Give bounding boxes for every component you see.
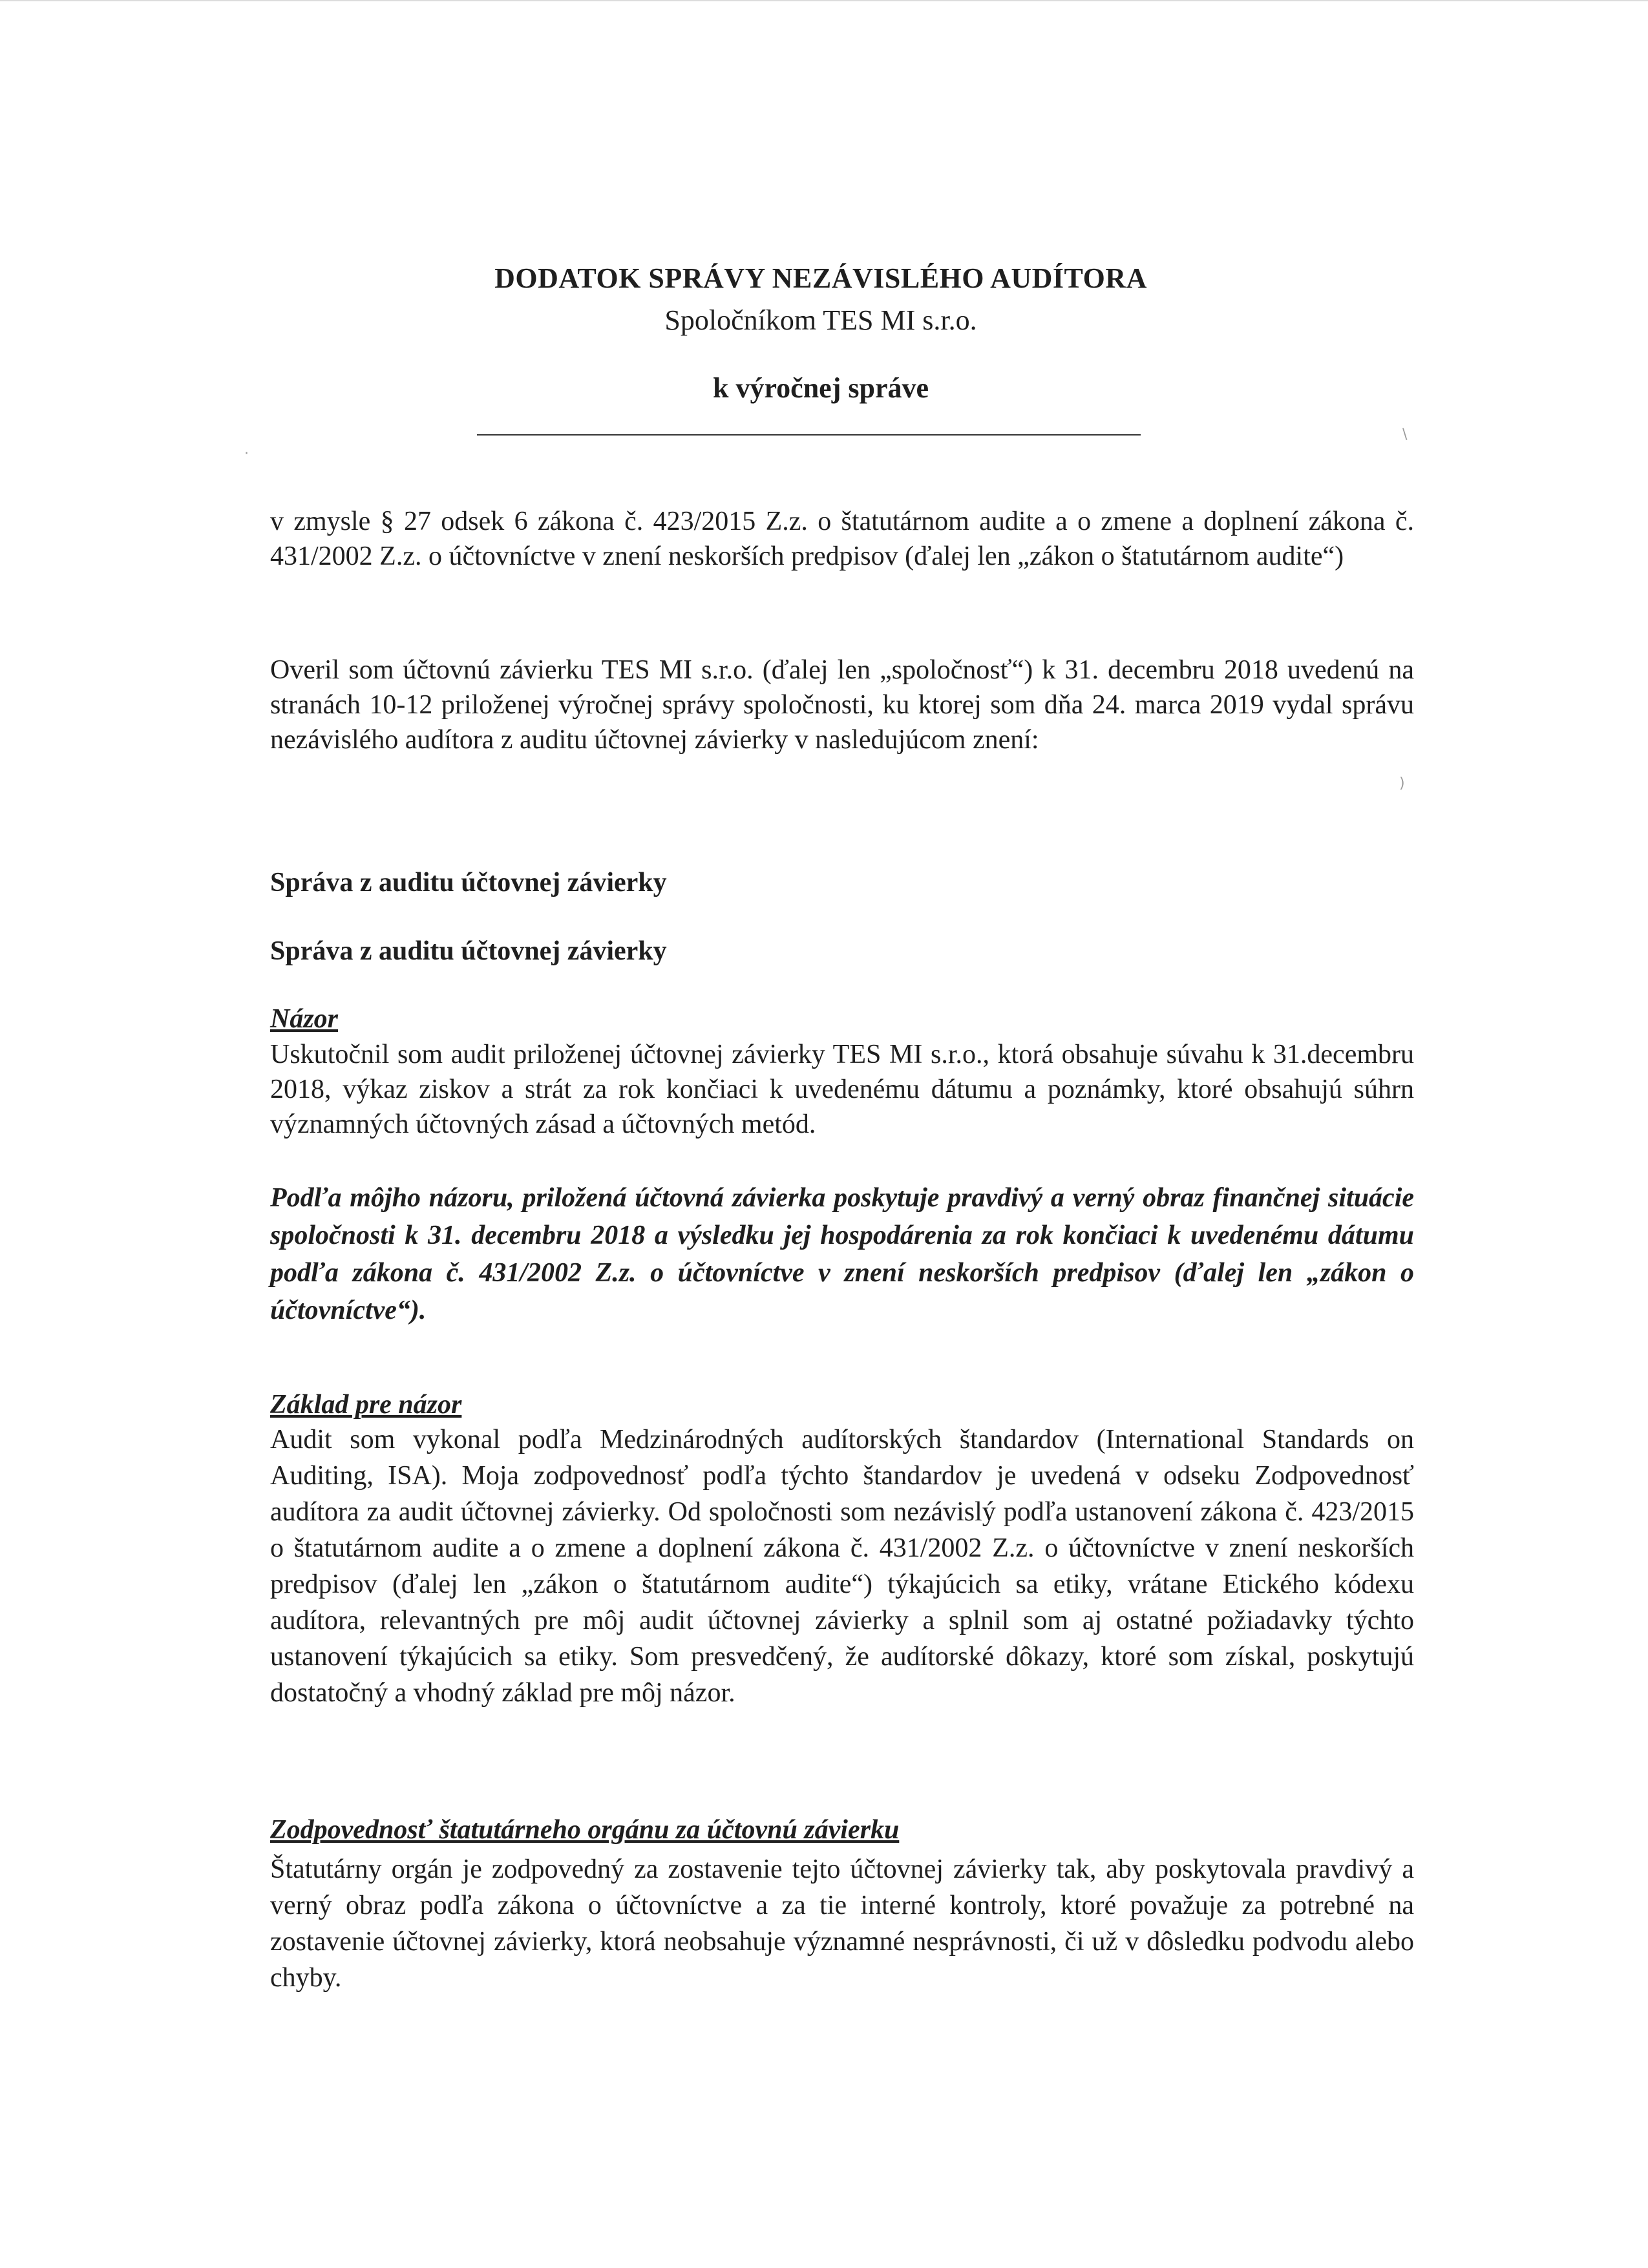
responsibility-paragraph: Štatutárny orgán je zodpovedný za zostavenie tejto účtovnej závierky tak, aby poskytovala pravdivý a verný obraz podľa zákona o účtovníctve a za tie interné kontroly, ktoré považuje za potrebné na zostavenie účtovnej závierky, ktorá neobsahuje významné nesprávnosti, či už v dôsledku podvodu alebo chyby. <box>270 1854 1414 1993</box>
basis-heading: Základ pre názor <box>270 1390 462 1420</box>
legal-basis-paragraph: v zmysle § 27 odsek 6 zákona č. 423/2015 Z.z. o štatutárnom audite a o zmene a doplnení zákona č. 431/2002 Z.z. o účtovníctve v znení neskorších predpisov (ďalej len „zákon o štatutárnom audite“) <box>270 507 1414 571</box>
basis-paragraph: Audit som vykonal podľa Medzinárodných audítorských štandardov (International Standards on Auditing, ISA). Moja zodpovednosť podľa týchto štandardov je uvedená v odseku Zodpovednosť audítora za audit účtovnej závierky. Od spoločnosti som nezávislý podľa ustanovení zákona č. 423/2015 o štatutárnom audite a o zmene a doplnení zákona č. 431/2002 Z.z. o účtovníctve v znení neskorších predpisov (ďalej len „zákon o štatutárnom audite“) týkajúcich sa etiky, vrátane Etického kódexu audítora, relevantných pre môj audit účtovnej závierky a splnil som aj ostatné požiadavky týchto ustanovení týkajúcich sa etiky. Som presvedčený, že audítorské dôkazy, ktoré som získal, poskytujú dostatočný a vhodný základ pre môj názor. <box>270 1425 1414 1708</box>
report-heading-1: Správa z auditu účtovnej závierky <box>270 868 667 898</box>
report-heading-2: Správa z auditu účtovnej závierky <box>270 936 667 966</box>
document-title: DODATOK SPRÁVY NEZÁVISLÉHO AUDÍTORA <box>494 262 1147 294</box>
document-subtitle: k výročnej správe <box>712 372 929 404</box>
scan-speck: ) <box>1399 775 1405 792</box>
scan-speck: · <box>244 446 249 462</box>
title-divider <box>477 434 1141 436</box>
scan-speck: \ <box>1402 426 1408 443</box>
document-recipient: Spoločníkom TES MI s.r.o. <box>664 304 977 336</box>
opinion-paragraph: Uskutočnil som audit priloženej účtovnej závierky TES MI s.r.o., ktorá obsahuje súvahu k 31.decembru 2018, výkaz ziskov a strát za rok končiaci k uvedenému dátumu a poznámky, ktoré obsahujú súhrn významných účtovných zásad a účtovných metód. <box>270 1040 1414 1139</box>
opinion-heading: Názor <box>270 1004 339 1034</box>
opinion-statement: Podľa môjho názoru, priložená účtovná závierka poskytuje pravdivý a verný obraz finančnej situácie spoločnosti k 31. decembru 2018 a výsledku jej hospodárenia za rok končiaci k uvedenému dátumu podľa zákona č. 431/2002 Z.z. o účtovníctve v znení neskorších predpisov (ďalej len „zákon o účtovníctve“). <box>270 1183 1414 1325</box>
responsibility-heading: Zodpovednosť štatutárneho orgánu za účtovnú závierku <box>270 1815 900 1845</box>
intro-paragraph: Overil som účtovnú závierku TES MI s.r.o. (ďalej len „spoločnosť“) k 31. decembru 2018 uvedenú na stranách 10-12 priloženej výročnej správy spoločnosti, ku ktorej som dňa 24. marca 2019 vydal správu nezávislého audítora z auditu účtovnej závierky v nasledujúcom znení: <box>270 655 1414 755</box>
